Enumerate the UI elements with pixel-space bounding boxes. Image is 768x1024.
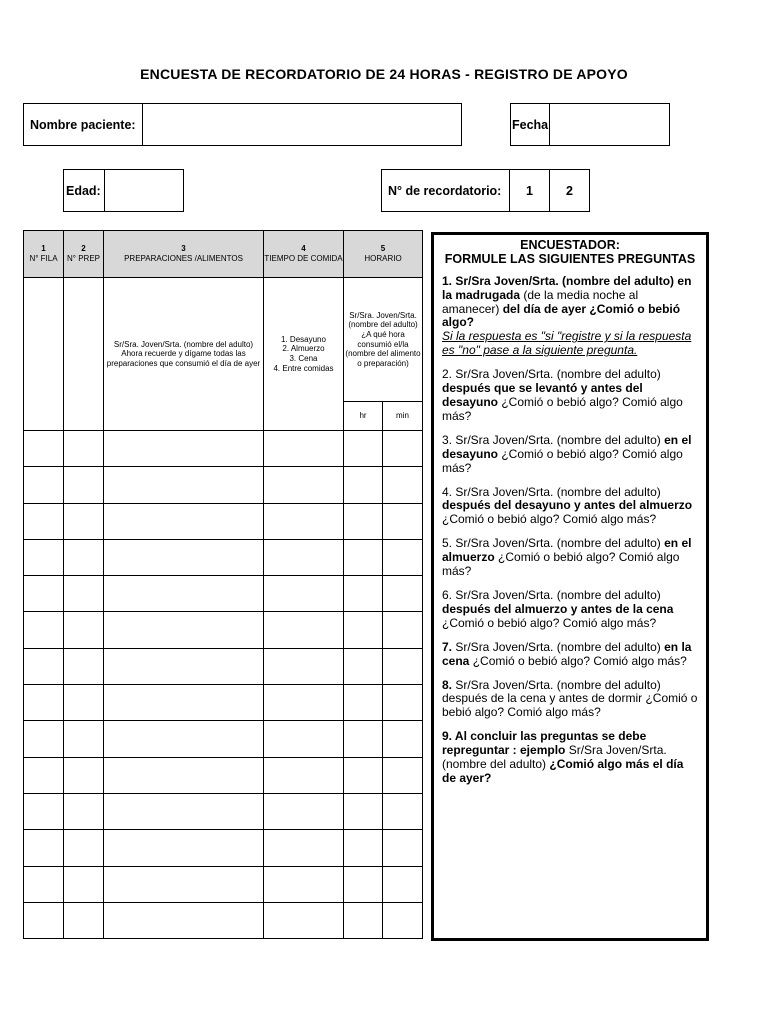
instruction-row — [24, 278, 423, 402]
table-cell[interactable] — [64, 866, 104, 902]
header-preparaciones — [104, 231, 264, 278]
q9-bold-1: 9. Al concluir las preguntas se debe repreguntar : ejemplo — [442, 729, 647, 758]
table-cell[interactable] — [104, 431, 264, 467]
header-horario-num: 5 — [380, 244, 386, 254]
table-cell[interactable] — [104, 830, 264, 866]
recordatorio-option-2[interactable] — [549, 169, 590, 212]
q6-text-1: 6. Sr/Sra Joven/Srta. (nombre del adulto) — [442, 587, 661, 602]
edad-label-text: Edad: — [66, 183, 101, 198]
table-cell[interactable] — [104, 721, 264, 757]
instr-tiempo-2: 2. Almuerzo — [282, 344, 325, 354]
header-fila-label: N° FILA — [29, 254, 58, 263]
q6-text-2: ¿Comió o bebió algo? Comió algo más? — [442, 615, 657, 630]
question-6 — [442, 589, 698, 631]
question-3 — [442, 434, 698, 476]
q4-bold: después del desayuno y antes del almuerzo — [442, 498, 693, 513]
table-cell[interactable] — [104, 503, 264, 539]
header-prep — [64, 231, 104, 278]
subheader-hr: hr — [344, 402, 383, 431]
table-cell[interactable] — [24, 902, 64, 938]
table-cell[interactable] — [383, 612, 423, 648]
table-cell[interactable] — [344, 902, 383, 938]
table-cell[interactable] — [264, 721, 344, 757]
table-row — [24, 612, 423, 648]
table-cell[interactable] — [264, 685, 344, 721]
table-cell[interactable] — [24, 866, 64, 902]
edad-field[interactable] — [104, 169, 184, 212]
instr-preparaciones: Sr/Sra. Joven/Srta. (nombre del adulto) Ahora recuerde y dígame todas las preparaciones que consumió el día de ayer — [104, 278, 264, 431]
table-cell[interactable] — [64, 576, 104, 612]
table-cell[interactable] — [264, 612, 344, 648]
q5-text-1: 5. Sr/Sra Joven/Srta. (nombre del adulto) — [442, 536, 665, 551]
q7-text-2: ¿Comió o bebió algo? Comió algo más? — [469, 653, 687, 668]
fecha-label — [510, 103, 550, 146]
table-cell[interactable] — [383, 431, 423, 467]
table-cell[interactable] — [264, 467, 344, 503]
question-1 — [442, 275, 698, 358]
header-fila — [24, 231, 64, 278]
table-cell[interactable] — [24, 576, 64, 612]
nombre-label-text: Nombre paciente: — [30, 117, 136, 132]
recordatorio-option-1[interactable] — [509, 169, 550, 212]
instr-tiempo-1: 1. Desayuno — [281, 334, 326, 344]
table-cell[interactable] — [24, 503, 64, 539]
q4-text-2: ¿Comió o bebió algo? Comió algo más? — [442, 512, 657, 527]
table-cell[interactable] — [24, 685, 64, 721]
table-cell[interactable] — [383, 902, 423, 938]
header-fila-num: 1 — [41, 244, 46, 254]
table-cell[interactable] — [344, 576, 383, 612]
table-cell[interactable] — [383, 721, 423, 757]
table-row — [24, 866, 423, 902]
table-cell[interactable] — [383, 830, 423, 866]
table-cell[interactable] — [383, 757, 423, 793]
table-cell[interactable] — [64, 685, 104, 721]
panel-heading — [442, 238, 698, 267]
table-cell[interactable] — [64, 902, 104, 938]
fecha-label-text: Fecha — [512, 117, 549, 132]
instr-prep-cell — [64, 278, 104, 431]
table-cell[interactable] — [24, 793, 64, 829]
table-cell[interactable] — [24, 467, 64, 503]
table-cell[interactable] — [104, 648, 264, 684]
q7-bold: en la cena — [442, 639, 692, 668]
table-cell[interactable] — [344, 431, 383, 467]
table-cell[interactable] — [64, 721, 104, 757]
table-cell[interactable] — [344, 612, 383, 648]
q3-text-1: 3. Sr/Sra Joven/Srta. (nombre del adulto) — [442, 432, 665, 447]
panel-heading-1: ENCUESTADOR: — [520, 238, 620, 252]
table-cell[interactable] — [264, 503, 344, 539]
table-cell[interactable] — [383, 866, 423, 902]
table-cell[interactable] — [383, 685, 423, 721]
q9-bold-2: ¿Comió algo más el día de ayer? — [442, 757, 684, 785]
table-cell[interactable] — [383, 539, 423, 575]
table-row — [24, 902, 423, 938]
table-row — [24, 830, 423, 866]
table-cell[interactable] — [264, 576, 344, 612]
q3-bold: en el desayuno — [442, 432, 692, 461]
header-tiempo-label: TIEMPO DE COMIDA — [264, 254, 343, 263]
table-cell[interactable] — [344, 685, 383, 721]
table-cell[interactable] — [64, 830, 104, 866]
q8-text-1: Sr/Sra Joven/Srta. (nombre del adulto) después de la cena y antes de dormir ¿Comió o bebió algo? Comió algo más? — [442, 677, 698, 720]
table-cell[interactable] — [344, 539, 383, 575]
table-cell[interactable] — [64, 648, 104, 684]
q1-note: Si la respuesta es "si "registre y si la respuesta es "no" pase a la siguiente pregunta. — [442, 329, 692, 358]
q3-text-2: ¿Comió o bebió algo? Comió algo más? — [442, 446, 683, 475]
table-cell[interactable] — [104, 902, 264, 938]
table-cell[interactable] — [383, 503, 423, 539]
table-row — [24, 539, 423, 575]
table-row — [24, 721, 423, 757]
table-row — [24, 431, 423, 467]
question-5 — [442, 537, 698, 579]
interviewer-panel — [431, 232, 709, 941]
table-row — [24, 467, 423, 503]
table-cell[interactable] — [24, 539, 64, 575]
table-cell[interactable] — [64, 539, 104, 575]
table-cell[interactable] — [64, 757, 104, 793]
header-prep-label: N° PREP — [67, 254, 100, 263]
q5-text-2: ¿Comió o bebió algo? Comió algo más? — [442, 550, 680, 579]
q8-num: 8. — [442, 677, 453, 692]
header-tiempo-num: 4 — [301, 244, 306, 254]
table-row — [24, 757, 423, 793]
table-cell[interactable] — [104, 576, 264, 612]
blank-rows — [24, 431, 423, 939]
q2-text-1: 2. Sr/Sra Joven/Srta. (nombre del adulto) — [442, 367, 661, 382]
q2-text-2: ¿Comió o bebió algo? Comió algo más? — [442, 395, 683, 423]
table-cell[interactable] — [383, 467, 423, 503]
header-horario — [344, 231, 423, 278]
table-row — [24, 503, 423, 539]
table-cell[interactable] — [264, 793, 344, 829]
table-cell[interactable] — [24, 721, 64, 757]
table-cell[interactable] — [64, 431, 104, 467]
q1-text-1: (de la media noche al amanecer) — [442, 287, 639, 316]
table-cell[interactable] — [344, 648, 383, 684]
recordatorio-label — [381, 169, 510, 212]
table-cell[interactable] — [344, 467, 383, 503]
q1-bold-2: del día de ayer ¿Comió o bebió algo? — [442, 301, 681, 330]
table-cell[interactable] — [264, 648, 344, 684]
table-cell[interactable] — [24, 431, 64, 467]
q4-text-1: 4. Sr/Sra Joven/Srta. (nombre del adulto) — [442, 484, 661, 499]
header-tiempo — [264, 231, 344, 278]
q7-num: 7. — [442, 639, 453, 654]
table-cell[interactable] — [264, 539, 344, 575]
recordatorio-option-2-text: 2 — [566, 183, 573, 198]
table-cell[interactable] — [264, 902, 344, 938]
header-horario-label: HORARIO — [364, 254, 402, 263]
table-cell[interactable] — [64, 503, 104, 539]
table-row — [24, 685, 423, 721]
table-row — [24, 576, 423, 612]
table-cell[interactable] — [104, 685, 264, 721]
nombre-label — [23, 103, 143, 146]
q2-bold: después que se levantó y antes del desayuno — [442, 381, 643, 409]
recordatorio-label-text: N° de recordatorio: — [388, 183, 502, 198]
table-cell[interactable] — [104, 793, 264, 829]
table-cell[interactable] — [344, 503, 383, 539]
header-preparaciones-num: 3 — [181, 244, 186, 254]
table-cell[interactable] — [383, 576, 423, 612]
table-row — [24, 648, 423, 684]
question-9 — [442, 730, 698, 786]
table-cell[interactable] — [104, 866, 264, 902]
table-cell[interactable] — [344, 721, 383, 757]
table-cell[interactable] — [344, 757, 383, 793]
table-cell[interactable] — [264, 431, 344, 467]
header-prep-num: 2 — [81, 244, 86, 254]
table-cell[interactable] — [264, 757, 344, 793]
question-8 — [442, 679, 698, 721]
table-cell[interactable] — [344, 830, 383, 866]
q5-bold: en el almuerzo — [442, 536, 692, 565]
panel-heading-2: FORMULE LAS SIGUIENTES PREGUNTAS — [444, 252, 696, 267]
edad-label — [63, 169, 105, 212]
instr-horario: Sr/Sra. Joven/Srta. (nombre del adulto) ¿A qué hora consumió el/la (nombre del alimento o preparación) — [344, 278, 423, 402]
table-row — [24, 793, 423, 829]
table-cell[interactable] — [383, 793, 423, 829]
instr-tiempo-3: 3. Cena — [289, 354, 318, 363]
table-cell[interactable] — [24, 648, 64, 684]
header-row — [24, 231, 423, 278]
table-cell[interactable] — [24, 612, 64, 648]
table-cell[interactable] — [64, 467, 104, 503]
question-7 — [442, 641, 698, 669]
q7-text-1: Sr/Sra Joven/Srta. (nombre del adulto) — [452, 639, 665, 654]
table-cell[interactable] — [344, 793, 383, 829]
fecha-field[interactable] — [549, 103, 670, 146]
table-cell[interactable] — [264, 830, 344, 866]
q6-bold: después del almuerzo y antes de la cena — [442, 601, 674, 616]
table-cell[interactable] — [104, 539, 264, 575]
subheader-min: min — [383, 402, 423, 431]
page-title: ENCUESTA DE RECORDATORIO DE 24 HORAS - REGISTRO DE APOYO — [140, 66, 628, 82]
table-cell[interactable] — [344, 866, 383, 902]
question-2 — [442, 368, 698, 424]
q1-bold-1: 1. Sr/Sra Joven/Srta. (nombre del adulto) en la madrugada — [442, 273, 692, 302]
table-cell[interactable] — [104, 467, 264, 503]
table-cell[interactable] — [24, 757, 64, 793]
instr-tiempo-4: 4. Entre comidas — [273, 363, 334, 373]
instr-fila-cell — [24, 278, 64, 431]
instr-tiempo — [264, 278, 344, 431]
table-cell[interactable] — [383, 648, 423, 684]
question-4 — [442, 486, 698, 528]
table-cell[interactable] — [104, 612, 264, 648]
recordatorio-option-1-text: 1 — [526, 183, 533, 198]
header-preparaciones-label: PREPARACIONES /ALIMENTOS — [124, 254, 243, 263]
table-cell[interactable] — [104, 757, 264, 793]
table-cell[interactable] — [264, 866, 344, 902]
table-cell[interactable] — [64, 612, 104, 648]
table-cell[interactable] — [64, 793, 104, 829]
register-table — [23, 230, 423, 939]
nombre-field[interactable] — [142, 103, 462, 146]
table-cell[interactable] — [24, 830, 64, 866]
q9-text-1: Sr/Sra Joven/Srta. (nombre del adulto) — [442, 743, 667, 772]
